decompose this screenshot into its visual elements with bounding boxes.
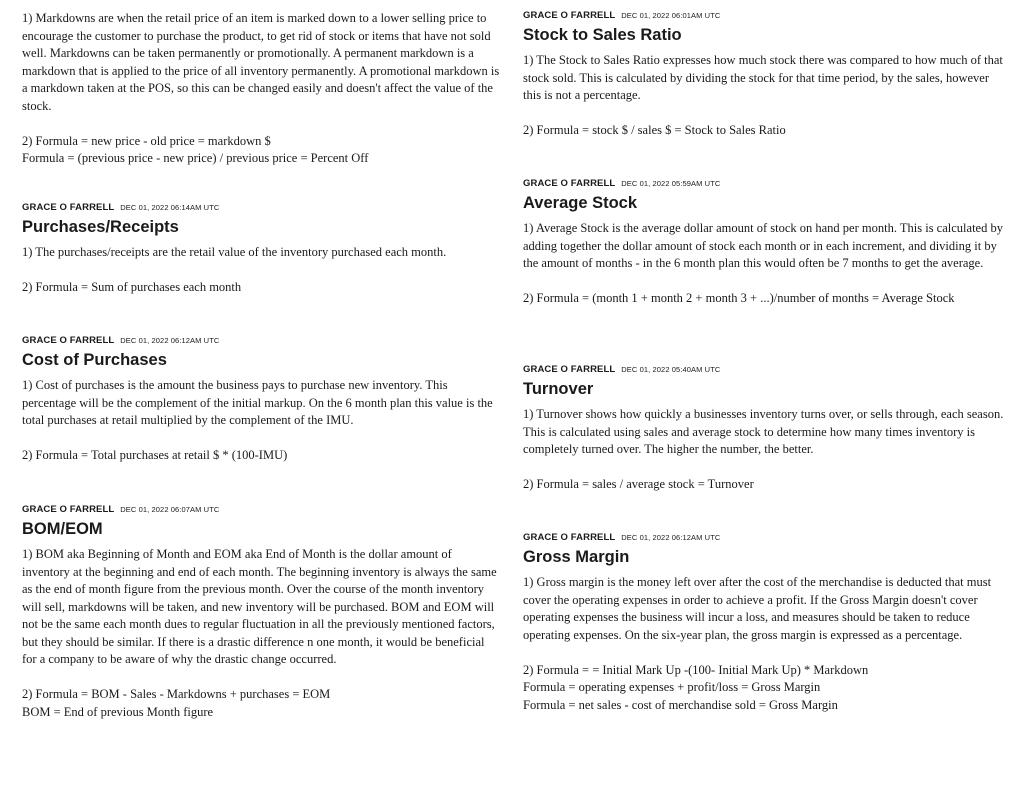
post-date: DEC 01, 2022 06:07AM UTC: [120, 505, 220, 514]
post-formula: [523, 290, 1008, 308]
formula-line: Formula = operating expenses + profit/loss = Gross Margin: [523, 680, 821, 694]
post-date: DEC 01, 2022 06:12AM UTC: [621, 533, 721, 542]
formula-line: 2) Formula = (month 1 + month 2 + month 3 + ...)/number of months = Average Stock: [523, 291, 955, 305]
author-name: GRACE O FARRELL: [523, 10, 616, 21]
formula-line: 2) Formula = = Initial Mark Up -(100- Initial Mark Up) * Markdown: [523, 662, 869, 677]
post-formula: [22, 279, 502, 297]
formula-line: 2) Formula = Sum of purchases each month: [22, 280, 242, 294]
post-bom-eom: [22, 501, 502, 739]
post-average-stock: [523, 175, 1008, 325]
post-formula: [22, 686, 502, 721]
author-name: GRACE O FARRELL: [22, 335, 115, 346]
post-paragraph: 1) Cost of purchases is the amount the business pays to purchase new inventory. This percentage will be the complement of the initial markup. On the 6 month plan this value is the total purchases at retail multiplied by the complement of the IMU.: [22, 378, 493, 427]
post-title: Stock to Sales Ratio: [523, 26, 682, 44]
author-name: GRACE O FARRELL: [22, 202, 115, 213]
post-body: [22, 10, 502, 168]
post-purchases-receipts: [22, 199, 502, 314]
post-date: DEC 01, 2022 06:01AM UTC: [621, 11, 721, 20]
post-paragraph: 1) Average Stock is the average dollar amount of stock on hand per month. This is calculated by adding together the dollar amount of stock each month or in each increment, and dividing it by the amount of months - in the 6 month plan this would often be 7 months to get the average.: [523, 221, 1003, 270]
post-body: [523, 52, 1008, 140]
post-date: DEC 01, 2022 06:14AM UTC: [120, 203, 220, 212]
post-formula: [523, 662, 1008, 715]
post-title: Average Stock: [523, 194, 638, 212]
post-meta: [22, 199, 502, 213]
post-meta: [523, 361, 1008, 375]
post-body: [523, 220, 1008, 308]
author-name: GRACE O FARRELL: [523, 178, 616, 189]
formula-line: 2) Formula = new price - old price = markdown $: [22, 133, 271, 148]
post-meta: [523, 175, 1008, 189]
formula-line: 2) Formula = stock $ / sales $ = Stock to Sales Ratio: [523, 123, 786, 137]
post-meta: [22, 332, 502, 346]
post-date: DEC 01, 2022 05:40AM UTC: [621, 365, 721, 374]
post-paragraph: 1) The purchases/receipts are the retail value of the inventory purchased each month.: [22, 245, 447, 259]
post-meta: [523, 529, 1008, 543]
post-date: DEC 01, 2022 05:59AM UTC: [621, 179, 721, 188]
post-body: [523, 574, 1008, 714]
post-title: Purchases/Receipts: [22, 218, 179, 236]
post-body: [22, 244, 502, 297]
post-paragraph: 1) Gross margin is the money left over after the cost of the merchandise is deducted that must cover the operating expenses in order to achieve a profit. If the Gross Margin doesn't cover operating expenses the business will incur a loss, and measures should be taken to reduce operating expenses. On the six-year plan, the gross margin is expressed as a percentage.: [523, 575, 992, 642]
formula-line: Formula = net sales - cost of merchandise sold = Gross Margin: [523, 697, 838, 712]
post-paragraph: 1) Turnover shows how quickly a businesses inventory turns over, or sells through, each season. This is calculated using sales and average stock to determine how many times inventory is completely turned over. The higher the number, the better.: [523, 407, 1004, 456]
post-title: Cost of Purchases: [22, 351, 167, 369]
post-paragraph: 1) The Stock to Sales Ratio expresses how much stock there was compared to how much of that stock sold. This is calculated by dividing the stock for that time period, by the sales, however this is not a percentage.: [523, 53, 1003, 102]
post-turnover: [523, 361, 1008, 511]
formula-line: Formula = (previous price - new price) / previous price = Percent Off: [22, 151, 369, 165]
post-body: [523, 406, 1008, 494]
post-formula: [523, 122, 1008, 140]
post-meta: [22, 501, 502, 515]
post-markdowns: [22, 10, 502, 185]
post-paragraph: 1) BOM aka Beginning of Month and EOM aka End of Month is the dollar amount of inventory at the beginning and end of each month. The beginning inventory is always the same as the end of month figure from the previous month. Over the course of the month inventory will sell, markdowns will be taken, and new inventory will be purchased. BOM and EOM will not be the same each month dues to regular fluctuation in all the previously mentioned factors, but they should be similar. If there is a drastic difference n one month, it would be beneficial for a company to be aware of why the drastic change occurred.: [22, 547, 497, 666]
post-cost-of-purchases: [22, 332, 502, 482]
author-name: GRACE O FARRELL: [523, 364, 616, 375]
formula-line: BOM = End of previous Month figure: [22, 704, 214, 719]
formula-line: 2) Formula = sales / average stock = Turnover: [523, 477, 754, 491]
post-formula: [523, 476, 1008, 494]
author-name: GRACE O FARRELL: [523, 532, 616, 543]
post-body: [22, 546, 502, 721]
post-title: Turnover: [523, 380, 594, 398]
formula-line: 2) Formula = BOM - Sales - Markdowns + purchases = EOM: [22, 687, 331, 701]
post-stock-to-sales-ratio: [523, 7, 1008, 157]
formula-line: 2) Formula = Total purchases at retail $ * (100-IMU): [22, 448, 288, 462]
post-title: BOM/EOM: [22, 520, 103, 538]
post-title: Gross Margin: [523, 548, 630, 566]
post-formula: [22, 133, 502, 168]
author-name: GRACE O FARRELL: [22, 504, 115, 515]
post-paragraph: 1) Markdowns are when the retail price of an item is marked down to a lower selling price to encourage the customer to purchase the product, to get rid of stock or items that have not sold well. Markdowns can be taken permanently or promotionally. A permanent markdown is a markdown that is applied to the price of all inventory permanently. A promotional markdown is a markdown taken at the POS, so this can be changed easily and doesn't affect the value of the stock.: [22, 11, 500, 113]
post-gross-margin: [523, 529, 1008, 732]
post-formula: [22, 447, 502, 465]
post-body: [22, 377, 502, 465]
post-date: DEC 01, 2022 06:12AM UTC: [120, 336, 220, 345]
post-meta: [523, 7, 1008, 21]
